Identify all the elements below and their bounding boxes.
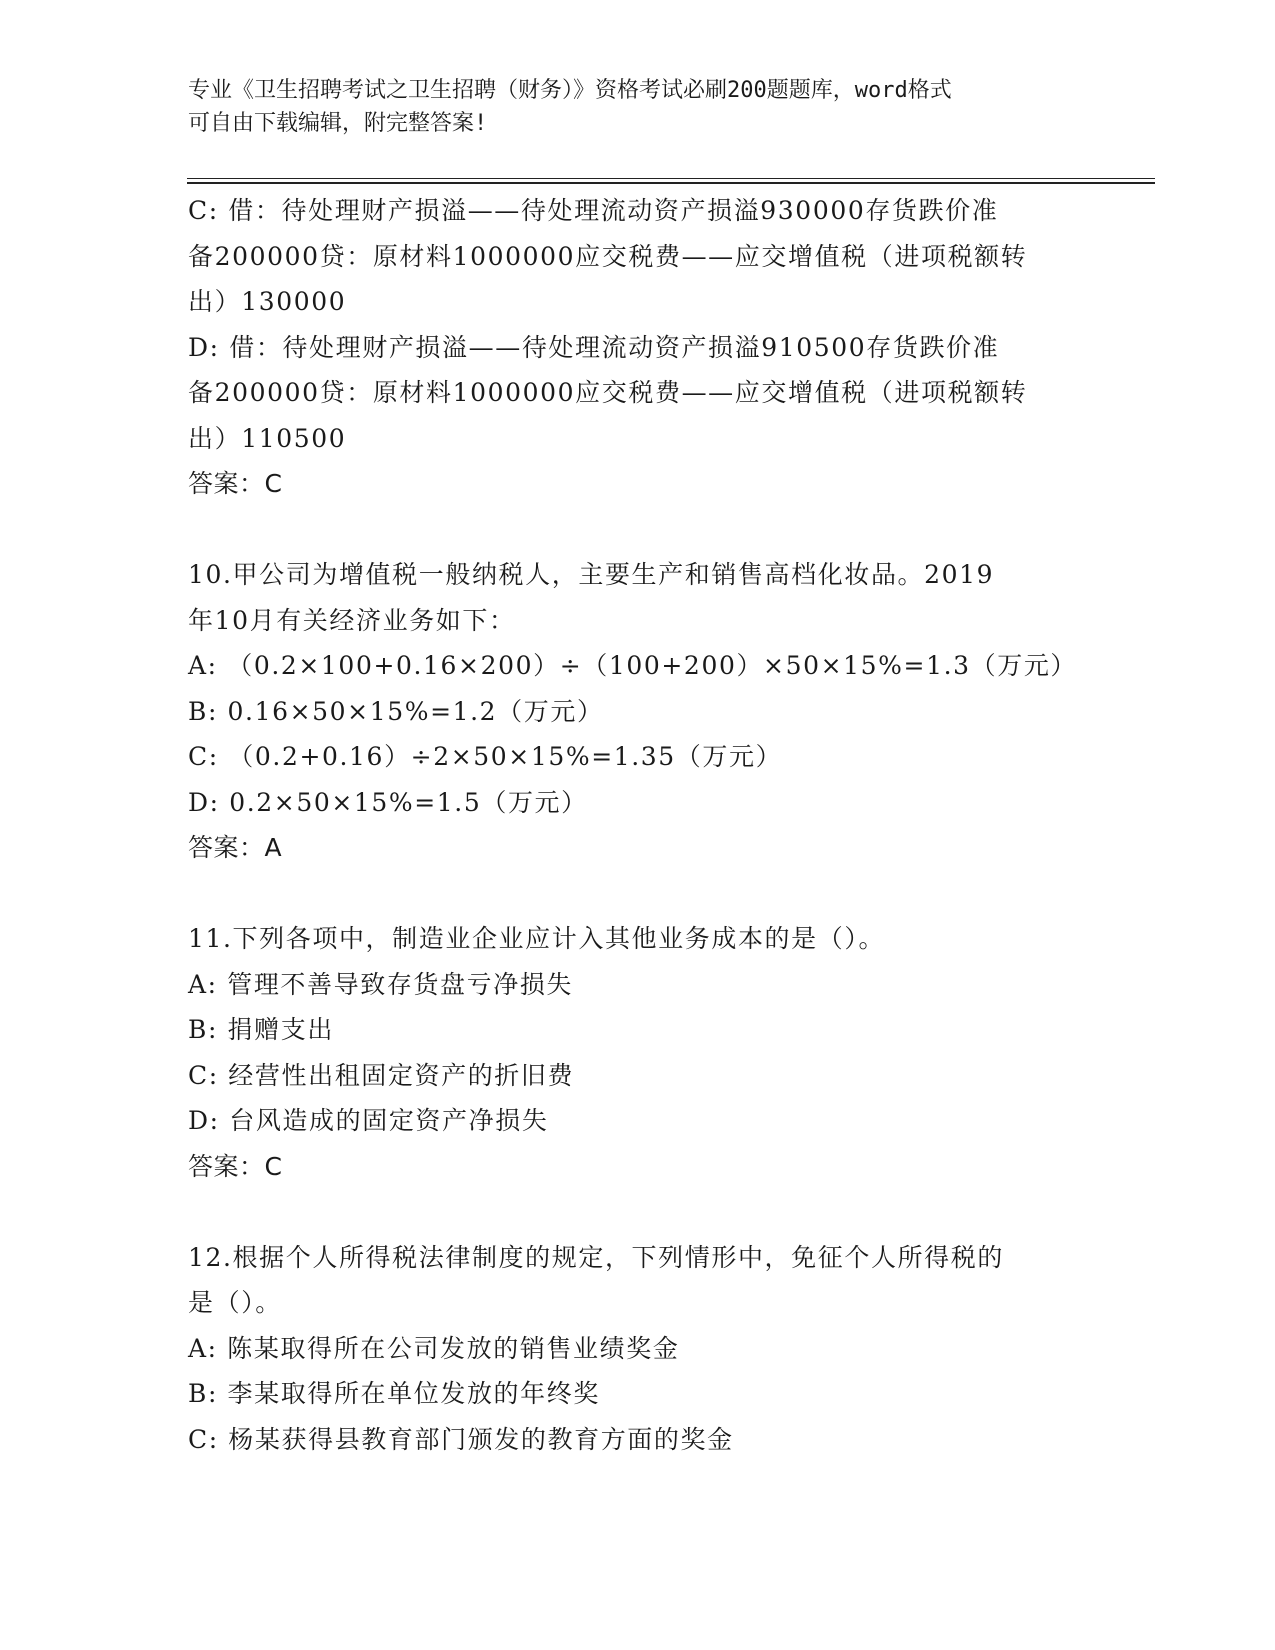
question-stem-line-2: 年10月有关经济业务如下： xyxy=(188,605,516,635)
question-stem-line-1: 10.甲公司为增值税一般纳税人，主要生产和销售高档化妆品。2019 xyxy=(188,560,995,589)
option-c: C: （0.2+0.16）÷2×50×15%=1.35（万元） xyxy=(188,742,783,771)
question-10 xyxy=(188,552,1088,871)
answer-label: 答案：C xyxy=(188,469,283,498)
option-b: B: 0.16×50×15%=1.2（万元） xyxy=(188,696,604,726)
option-d: D: 台风造成的固定资产净损失 xyxy=(188,1106,549,1135)
document-body xyxy=(188,188,1088,1462)
header-line-2: 可自由下载编辑，附完整答案! xyxy=(188,111,488,136)
header-line-1: 专业《卫生招聘考试之卫生招聘（财务）》资格考试必刷200题题库，word格式 xyxy=(188,78,952,103)
question-12 xyxy=(188,1235,1088,1463)
header-divider-thin xyxy=(187,178,1155,179)
option-c: C: 杨某获得县教育部门颁发的教育方面的奖金 xyxy=(188,1424,734,1454)
question-11 xyxy=(188,916,1088,1189)
option-d-line-2: 备200000贷：原材料1000000应交税费——应交增值税（进项税额转 xyxy=(188,378,1028,407)
option-c: C: 经营性出租固定资产的折旧费 xyxy=(188,1060,575,1090)
answer-label: 答案：C xyxy=(188,1151,283,1181)
option-c-line-3: 出）130000 xyxy=(188,287,347,316)
option-c-line-2: 备200000贷：原材料1000000应交税费——应交增值税（进项税额转 xyxy=(188,241,1028,271)
question-stem-line-1: 12.根据个人所得税法律制度的规定，下列情形中，免征个人所得税的 xyxy=(188,1242,1004,1272)
question-stem-line-2: 是（）。 xyxy=(188,1288,282,1317)
option-b: B: 捐赠支出 xyxy=(188,1015,334,1044)
option-c-line-1: C: 借：待处理财产损溢——待处理流动资产损溢930000存货跌价准 xyxy=(188,196,999,225)
option-a: A: （0.2×100+0.16×200）÷（100+200）×50×15%=1.3（万元） xyxy=(188,651,1078,680)
question-spacer xyxy=(188,507,1088,553)
answer-label: 答案：A xyxy=(188,833,283,862)
option-d-line-3: 出）110500 xyxy=(188,423,347,453)
option-a: A: 陈某取得所在公司发放的销售业绩奖金 xyxy=(188,1333,680,1363)
document-header xyxy=(188,74,1068,140)
option-a: A: 管理不善导致存货盘亏净损失 xyxy=(188,969,574,999)
question-9-tail xyxy=(188,188,1088,507)
question-spacer xyxy=(188,1189,1088,1235)
header-divider-thick xyxy=(187,182,1155,184)
option-d: D: 0.2×50×15%=1.5（万元） xyxy=(188,787,588,817)
option-b: B: 李某取得所在单位发放的年终奖 xyxy=(188,1379,600,1408)
option-d-line-1: D: 借：待处理财产损溢——待处理流动资产损溢910500存货跌价准 xyxy=(188,332,1000,362)
question-stem: 11.下列各项中，制造业企业应计入其他业务成本的是（）。 xyxy=(188,924,886,953)
question-spacer xyxy=(188,871,1088,917)
